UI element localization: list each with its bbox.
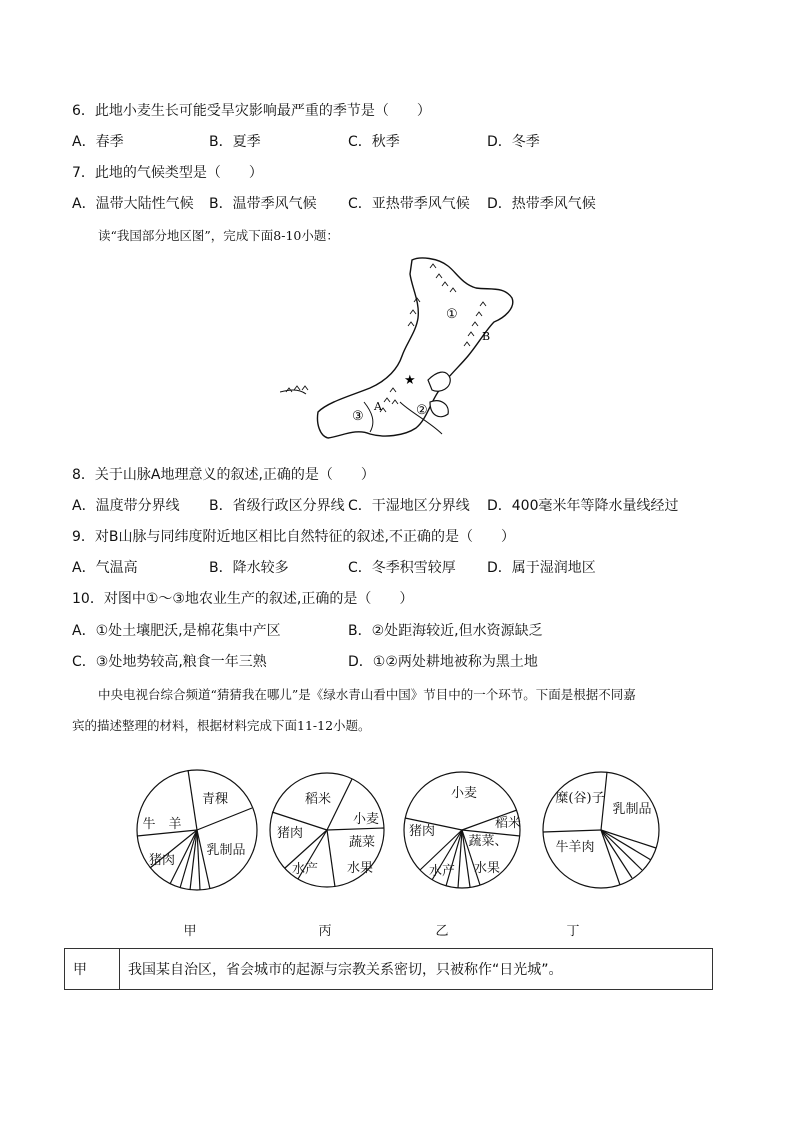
q7-option-a: A．温带大陆性气候 xyxy=(72,196,194,212)
q9-option-d: D．属于湿润地区 xyxy=(487,560,596,576)
q10-option-b: B．②处距海较近,但水资源缺乏 xyxy=(348,623,543,639)
q10-option-c: C．③处地势较高,粮食一年三熟 xyxy=(72,654,267,670)
map-label-a: A xyxy=(374,400,382,413)
q8-stem: 8．关于山脉A地理意义的叙述,正确的是（ ） xyxy=(72,467,375,483)
pie-jia-label-niuyang: 牛 羊 xyxy=(142,817,182,832)
q10-stem: 10．对图中①～③地农业生产的叙述,正确的是（ ） xyxy=(72,591,414,607)
pie-name-jia: 甲 xyxy=(183,924,197,939)
pie-ding-label-ruzhipin: 乳制品 xyxy=(612,802,652,817)
pie-name-yi: 乙 xyxy=(435,924,449,939)
q6-option-b: B．夏季 xyxy=(209,134,261,150)
map-label-b: B xyxy=(482,330,491,343)
pie-yi-label-shuichan: 水产 xyxy=(428,864,455,879)
pie-jia-label-qingke: 青稞 xyxy=(201,792,228,807)
map-label-3: ③ xyxy=(352,409,364,424)
pie-yi-label-zhurou: 猪肉 xyxy=(408,824,435,839)
region-map xyxy=(280,252,520,442)
pie-bing-label-daomi: 稻米 xyxy=(304,792,331,807)
pie-ding-label-niuyangrou: 牛羊肉 xyxy=(555,840,595,855)
q8-option-d: D．400毫米年等降水量线经过 xyxy=(487,498,679,514)
q10-option-a: A．①处土壤肥沃,是棉花集中产区 xyxy=(72,623,281,639)
info-table xyxy=(64,948,713,990)
pie-name-bing: 丙 xyxy=(318,924,332,939)
q7-option-c: C．亚热带季风气候 xyxy=(348,196,470,212)
q6-option-a: A．春季 xyxy=(72,134,124,150)
pie-yi-label-shuiguo: 水果 xyxy=(473,861,500,876)
pie-jia-label-zhurou: 猪肉 xyxy=(148,853,175,868)
map-label-1: ① xyxy=(446,307,458,322)
pie-bing-label-xiaomai: 小麦 xyxy=(352,812,379,827)
pie-yi-label-shucai: 蔬菜、 xyxy=(468,834,508,849)
pie-bing-label-zhurou: 猪肉 xyxy=(276,826,303,841)
q8-option-c: C．干湿地区分界线 xyxy=(348,498,470,514)
q9-option-b: B．降水较多 xyxy=(209,560,289,576)
q9-option-a: A．气温高 xyxy=(72,560,138,576)
q7-stem: 7．此地的气候类型是（ ） xyxy=(72,165,263,181)
q8-option-a: A．温度带分界线 xyxy=(72,498,180,514)
intro-8-10: 读“我国部分地区图”，完成下面8-10小题： xyxy=(98,228,339,243)
q7-option-b: B．温带季风气候 xyxy=(209,196,317,212)
q10-option-d: D．①②两处耕地被称为黑土地 xyxy=(348,654,538,670)
intro-11-12-line1: 中央电视台综合频道“猜猜我在哪儿”是《绿水青山看中国》节目中的一个环节。下面是根据不同嘉 xyxy=(98,687,636,702)
pie-bing-label-shuiguo: 水果 xyxy=(346,861,373,876)
pie-ding-label-mizi: 糜(谷)子 xyxy=(555,791,605,806)
table-row xyxy=(65,949,713,990)
pie-yi-label-xiaomai: 小麦 xyxy=(450,786,477,801)
pie-bing-label-shucai: 蔬菜 xyxy=(348,835,375,850)
q9-stem: 9．对B山脉与同纬度附近地区相比自然特征的叙述,不正确的是（ ） xyxy=(72,529,515,545)
table-key-cell: 甲 xyxy=(65,949,120,990)
q6-option-d: D．冬季 xyxy=(487,134,540,150)
coastline-west xyxy=(280,390,306,394)
map-label-star: ★ xyxy=(404,373,416,388)
table-text-cell: 我国某自治区，省会城市的起源与宗教关系密切，只被称作“日光城”。 xyxy=(120,949,713,990)
intro-11-12-line2: 宾的描述整理的材料，根据材料完成下面11-12小题。 xyxy=(72,718,371,733)
pie-yi-label-daomi: 稻米 xyxy=(494,816,521,831)
map-label-2: ② xyxy=(416,403,428,418)
q7-option-d: D．热带季风气候 xyxy=(487,196,596,212)
pie-jia-label-ruzhipin: 乳制品 xyxy=(206,843,246,858)
pie-bing-label-shuichan: 水产 xyxy=(291,862,318,877)
q6-option-c: C．秋季 xyxy=(348,134,400,150)
q9-option-c: C．冬季积雪较厚 xyxy=(348,560,456,576)
pie-name-ding: 丁 xyxy=(566,924,580,939)
q6-stem: 6．此地小麦生长可能受旱灾影响最严重的季节是（ ） xyxy=(72,103,431,119)
q8-option-b: B．省级行政区分界线 xyxy=(209,498,345,514)
